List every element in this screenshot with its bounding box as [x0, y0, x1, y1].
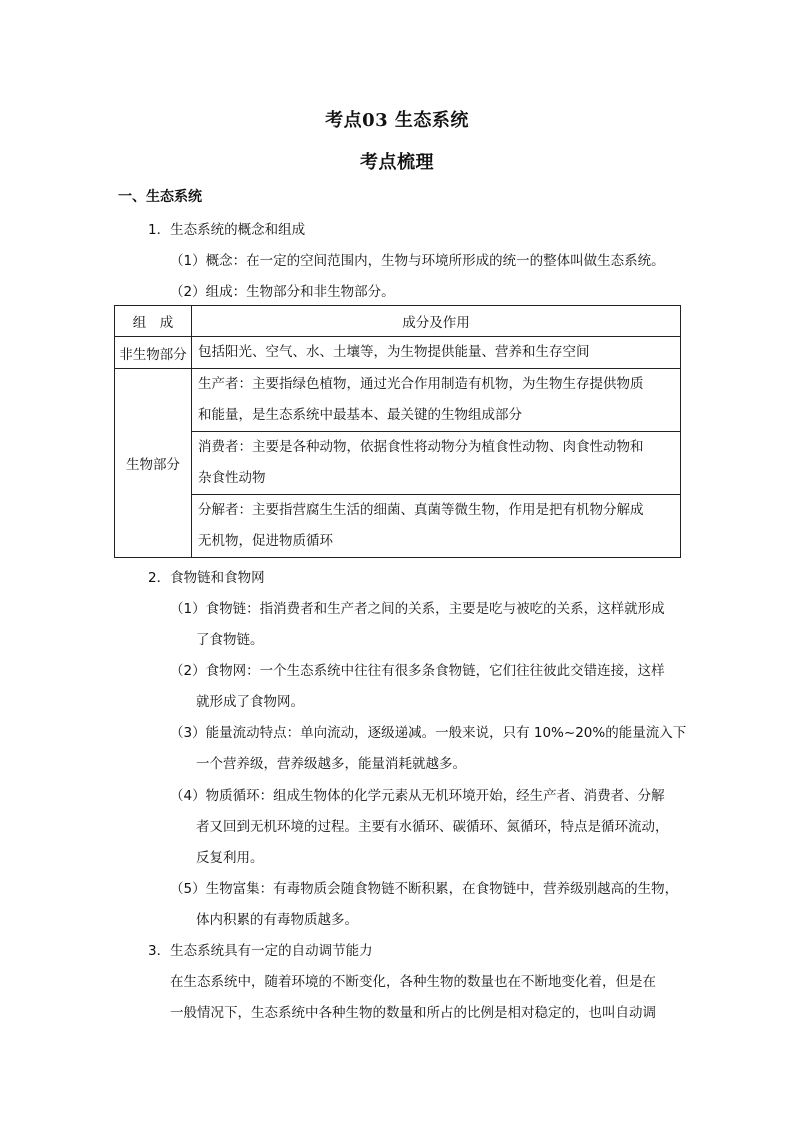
paragraph-line: 一般情况下，生态系统中各种生物的数量和所占的比例是相对稳定的，也叫自动调	[170, 1005, 656, 1021]
paragraph-line: （3）能量流动特点：单向流动，逐级递减。一般来说，只有 10%~20%的能量流入下	[170, 725, 687, 741]
paragraph-line: （4）物质循环：组成生物体的化学元素从无机环境开始，经生产者、消费者、分解	[170, 788, 665, 804]
table-cell	[192, 432, 681, 495]
table-header-row	[115, 306, 681, 337]
paragraph-line: （1）概念：在一定的空间范围内，生物与环境所形成的统一的整体叫做生态系统。	[170, 253, 665, 269]
table-row	[115, 432, 681, 495]
table-row	[115, 495, 681, 558]
table-header-cell: 成分及作用	[192, 306, 681, 337]
table-cell	[192, 337, 681, 369]
composition-table	[114, 305, 681, 558]
paragraph-line: 反复利用。	[196, 850, 264, 866]
paragraph-line: 一个营养级，营养级越多，能量消耗就越多。	[196, 756, 466, 772]
table-row	[115, 369, 681, 432]
paragraph-line: （5）生物富集：有毒物质会随食物链不断积累，在食物链中，营养级别越高的生物，	[170, 881, 679, 897]
doc-title: 考点03 生态系统	[325, 110, 469, 131]
cell-text: 分解者：主要指营腐生生活的细菌、真菌等微生物，作用是把有机物分解成	[198, 502, 644, 518]
item-heading: 2．食物链和食物网	[148, 570, 265, 586]
item-heading: 3．生态系统具有一定的自动调节能力	[148, 943, 373, 959]
paragraph-line: 了食物链。	[196, 632, 264, 648]
table-row	[115, 337, 681, 369]
table-cell-label: 非生物部分	[115, 337, 192, 369]
table-cell-label: 生物部分	[115, 369, 192, 558]
paragraph-line: 在生态系统中，随着环境的不断变化，各种生物的数量也在不断地变化着，但是在	[170, 974, 656, 990]
table-cell	[192, 495, 681, 558]
paragraph-line: （2）组成：生物部分和非生物部分。	[170, 284, 395, 300]
paragraph-line: （2）食物网：一个生态系统中往往有很多条食物链，它们往往彼此交错连接，这样	[170, 663, 665, 679]
cell-text: 消费者：主要是各种动物，依据食性将动物分为植食性动物、肉食性动物和	[198, 439, 644, 455]
cell-text: 包括阳光、空气、水、土壤等，为生物提供能量、营养和生存空间	[198, 344, 590, 360]
cell-text: 杂食性动物	[198, 470, 266, 486]
paragraph-line: 者又回到无机环境的过程。主要有水循环、碳循环、氮循环，特点是循环流动，	[196, 819, 669, 835]
paragraph-line: 就形成了食物网。	[196, 694, 304, 710]
cell-text: 生产者：主要指绿色植物，通过光合作用制造有机物，为生物生存提供物质	[198, 376, 644, 392]
cell-text: 和能量，是生态系统中最基本、最关键的生物组成部分	[198, 407, 522, 423]
paragraph-line: 体内积累的有毒物质越多。	[196, 912, 358, 928]
section-heading: 一、生态系统	[118, 189, 202, 205]
doc-subtitle: 考点梳理	[360, 152, 434, 173]
item-heading: 1．生态系统的概念和组成	[148, 222, 306, 238]
paragraph-line: （1）食物链：指消费者和生产者之间的关系，主要是吃与被吃的关系，这样就形成	[170, 601, 665, 617]
table-header-cell: 组 成	[115, 306, 192, 337]
cell-text: 无机物，促进物质循环	[198, 533, 333, 549]
table-cell	[192, 369, 681, 432]
